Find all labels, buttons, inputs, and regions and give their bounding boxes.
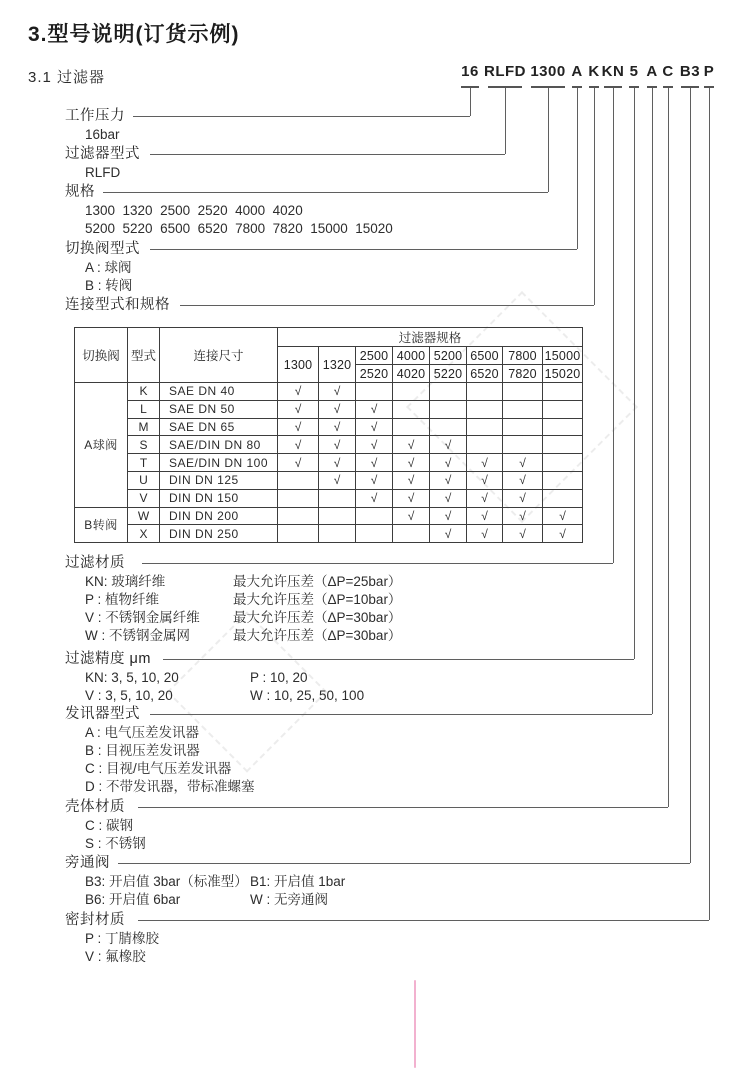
- empty-cell: [543, 400, 583, 418]
- empty-cell: [356, 525, 393, 543]
- section-item: [85, 259, 685, 277]
- table-row: [75, 454, 583, 472]
- model-code-segment: P: [703, 63, 715, 80]
- section-item-text-col2: 最大允许压差（ΔP=30bar）: [233, 628, 402, 643]
- table-row: [75, 400, 583, 418]
- model-code-segment: 16: [461, 63, 479, 80]
- type-code-cell: S: [128, 436, 160, 454]
- check-mark: √: [393, 507, 430, 525]
- leader-hline: [150, 249, 577, 250]
- model-code-segment: KN: [601, 63, 625, 80]
- type-code-cell: X: [128, 525, 160, 543]
- section-item-text: P : 丁腈橡胶: [85, 931, 160, 946]
- header-spec-col: 5220: [430, 365, 467, 383]
- check-mark: √: [319, 436, 356, 454]
- empty-cell: [543, 489, 583, 507]
- check-mark: √: [319, 454, 356, 472]
- empty-cell: [393, 400, 430, 418]
- type-code-cell: T: [128, 454, 160, 472]
- section-item-text: 1300 1320 2500 2520 4000 4020: [85, 203, 303, 218]
- section-label: 过滤器型式: [65, 146, 140, 162]
- section-item-text: A : 电气压差发讯器: [85, 725, 200, 740]
- section-item: [85, 930, 685, 948]
- section-item-text: B : 转阀: [85, 278, 133, 293]
- section-item-text: P : 植物纤维: [85, 592, 160, 607]
- empty-cell: [543, 436, 583, 454]
- header-spec-col: 1300: [278, 347, 319, 383]
- type-code-cell: U: [128, 471, 160, 489]
- check-mark: √: [393, 436, 430, 454]
- section-item-text: A : 球阀: [85, 260, 132, 275]
- leader-hline: [133, 116, 470, 117]
- empty-cell: [278, 471, 319, 489]
- connection-size-cell: SAE DN 65: [160, 418, 278, 436]
- section-item: [85, 891, 685, 909]
- connection-spec-table: [74, 327, 583, 543]
- empty-cell: [543, 471, 583, 489]
- empty-cell: [393, 383, 430, 401]
- check-mark: √: [503, 454, 543, 472]
- header-spec-group: 过滤器规格: [278, 328, 583, 347]
- connection-size-cell: DIN DN 250: [160, 525, 278, 543]
- section-item-text-col2: 最大允许压差（ΔP=25bar）: [233, 574, 402, 589]
- check-mark: √: [356, 436, 393, 454]
- model-code-segment: K: [588, 63, 600, 80]
- type-code-cell: V: [128, 489, 160, 507]
- empty-cell: [467, 400, 503, 418]
- header-type: 型式: [128, 328, 160, 383]
- empty-cell: [543, 418, 583, 436]
- section-item: [85, 669, 685, 687]
- empty-cell: [430, 418, 467, 436]
- check-mark: √: [503, 471, 543, 489]
- section-item: [85, 817, 685, 835]
- empty-cell: [467, 436, 503, 454]
- check-mark: √: [393, 489, 430, 507]
- empty-cell: [543, 454, 583, 472]
- empty-cell: [430, 400, 467, 418]
- empty-cell: [278, 525, 319, 543]
- model-code-segment: 1300: [530, 63, 566, 80]
- empty-cell: [503, 418, 543, 436]
- check-mark: √: [503, 525, 543, 543]
- check-mark: √: [356, 400, 393, 418]
- header-spec-col: 6500: [467, 347, 503, 365]
- section-label: 切换阀型式: [65, 241, 140, 257]
- section-item-text: S : 不锈钢: [85, 836, 146, 851]
- section-item-text: 16bar: [85, 127, 120, 142]
- table-row: [75, 525, 583, 543]
- header-size: 连接尺寸: [160, 328, 278, 383]
- section-item-text: V : 氟橡胶: [85, 949, 146, 964]
- check-mark: √: [278, 436, 319, 454]
- section-item-text-col2: 最大允许压差（ΔP=10bar）: [233, 592, 402, 607]
- table-row: [75, 471, 583, 489]
- section-item-text: 5200 5220 6500 6520 7800 7820 15000 15020: [85, 221, 393, 236]
- header-spec-col: 6520: [467, 365, 503, 383]
- section-item: [85, 760, 685, 778]
- connection-size-cell: DIN DN 125: [160, 471, 278, 489]
- section-item-text: B : 目视压差发讯器: [85, 743, 200, 758]
- empty-cell: [467, 383, 503, 401]
- leader-vline: [709, 88, 710, 920]
- check-mark: √: [278, 454, 319, 472]
- section-item-text-col2: W : 无旁通阀: [250, 892, 328, 907]
- section-item-text: KN: 玻璃纤维: [85, 574, 166, 589]
- check-mark: √: [467, 471, 503, 489]
- empty-cell: [393, 418, 430, 436]
- section-item-text-col2: 最大允许压差（ΔP=30bar）: [233, 610, 402, 625]
- leader-vline: [505, 88, 506, 154]
- section-item-text-col2: B1: 开启值 1bar: [250, 874, 346, 889]
- empty-cell: [393, 525, 430, 543]
- section-item: [85, 948, 685, 966]
- model-code-segment: RLFD: [484, 63, 526, 80]
- empty-cell: [430, 383, 467, 401]
- check-mark: √: [467, 507, 503, 525]
- section-item: [85, 835, 685, 853]
- section-label: 连接型式和规格: [65, 297, 170, 313]
- check-mark: √: [356, 418, 393, 436]
- watermark-pink-line: [414, 980, 416, 1068]
- connection-size-cell: SAE/DIN DN 100: [160, 454, 278, 472]
- header-spec-col: 5200: [430, 347, 467, 365]
- section-item: [85, 126, 685, 144]
- leader-hline: [150, 154, 505, 155]
- valve-group-cell: A球阀: [75, 383, 128, 508]
- check-mark: √: [319, 383, 356, 401]
- empty-cell: [503, 400, 543, 418]
- section-item-text: KN: 3, 5, 10, 20: [85, 670, 179, 685]
- section-item-text-col2: P : 10, 20: [250, 670, 308, 685]
- type-code-cell: W: [128, 507, 160, 525]
- check-mark: √: [467, 525, 503, 543]
- section-item-text: V : 3, 5, 10, 20: [85, 688, 173, 703]
- header-spec-col: 7800: [503, 347, 543, 365]
- header-spec-col: 15000: [543, 347, 583, 365]
- header-spec-col: 4000: [393, 347, 430, 365]
- empty-cell: [356, 507, 393, 525]
- check-mark: √: [543, 525, 583, 543]
- check-mark: √: [278, 383, 319, 401]
- section-item: [85, 627, 685, 645]
- section-label: 发讯器型式: [65, 706, 140, 722]
- table-row: [75, 489, 583, 507]
- connection-size-cell: SAE DN 50: [160, 400, 278, 418]
- check-mark: √: [467, 454, 503, 472]
- empty-cell: [278, 507, 319, 525]
- header-spec-col: 4020: [393, 365, 430, 383]
- empty-cell: [467, 418, 503, 436]
- check-mark: √: [393, 454, 430, 472]
- check-mark: √: [319, 471, 356, 489]
- model-code-segment: 5: [629, 63, 639, 80]
- leader-hline: [163, 659, 634, 660]
- section-item: [85, 202, 685, 220]
- section-item-text: RLFD: [85, 165, 121, 180]
- section-item: [85, 778, 685, 796]
- section-item: [85, 687, 685, 705]
- empty-cell: [503, 383, 543, 401]
- section-item: [85, 164, 685, 182]
- table-row: [75, 383, 583, 401]
- empty-cell: [319, 507, 356, 525]
- leader-hline: [103, 192, 548, 193]
- model-code-segment: A: [571, 63, 583, 80]
- check-mark: √: [430, 489, 467, 507]
- type-code-cell: L: [128, 400, 160, 418]
- leader-hline: [150, 714, 652, 715]
- section-item-text: B3: 开启值 3bar（标准型）: [85, 874, 248, 889]
- model-code-segment: B3: [679, 63, 701, 80]
- check-mark: √: [319, 418, 356, 436]
- check-mark: √: [393, 471, 430, 489]
- section-item-text: W : 不锈钢金属网: [85, 628, 190, 643]
- check-mark: √: [430, 436, 467, 454]
- table-row: [75, 507, 583, 525]
- table-row: [75, 418, 583, 436]
- section-item: [85, 573, 685, 591]
- section-label: 规格: [65, 184, 95, 200]
- header-spec-col: 2500: [356, 347, 393, 365]
- section-label: 过滤精度 μm: [65, 651, 151, 667]
- valve-group-cell: B转阀: [75, 507, 128, 543]
- header-switch-valve: 切换阀: [75, 328, 128, 383]
- section-label: 壳体材质: [65, 799, 125, 815]
- section-item-text: B6: 开启值 6bar: [85, 892, 181, 907]
- check-mark: √: [278, 400, 319, 418]
- section-item-text: D : 不带发讯器，带标准螺塞: [85, 779, 255, 794]
- type-code-cell: M: [128, 418, 160, 436]
- check-mark: √: [467, 489, 503, 507]
- section-item: [85, 220, 685, 238]
- empty-cell: [278, 489, 319, 507]
- check-mark: √: [430, 471, 467, 489]
- check-mark: √: [503, 489, 543, 507]
- check-mark: √: [543, 507, 583, 525]
- header-spec-col: 15020: [543, 365, 583, 383]
- section-item: [85, 591, 685, 609]
- section-item: [85, 873, 685, 891]
- section-label: 旁通阀: [65, 855, 110, 871]
- page-title: 3.型号说明(订货示例): [28, 23, 240, 46]
- section-item-text: C : 碳钢: [85, 818, 134, 833]
- empty-cell: [319, 489, 356, 507]
- check-mark: √: [356, 454, 393, 472]
- connection-size-cell: DIN DN 150: [160, 489, 278, 507]
- leader-vline: [613, 88, 614, 563]
- check-mark: √: [430, 525, 467, 543]
- table-row: [75, 436, 583, 454]
- check-mark: √: [356, 489, 393, 507]
- leader-vline: [470, 88, 471, 116]
- connection-size-cell: SAE DN 40: [160, 383, 278, 401]
- section-item: [85, 609, 685, 627]
- section-heading: 3.1 过滤器: [28, 69, 106, 86]
- section-item: [85, 277, 685, 295]
- type-code-cell: K: [128, 383, 160, 401]
- leader-hline: [142, 563, 613, 564]
- section-item-text-col2: W : 10, 25, 50, 100: [250, 688, 365, 703]
- section-label: 工作压力: [65, 108, 125, 124]
- section-label: 密封材质: [65, 912, 125, 928]
- leader-vline: [690, 88, 691, 863]
- check-mark: √: [503, 507, 543, 525]
- section-label: 过滤材质: [65, 555, 125, 571]
- empty-cell: [543, 383, 583, 401]
- check-mark: √: [430, 507, 467, 525]
- empty-cell: [319, 525, 356, 543]
- section-item: [85, 724, 685, 742]
- section-item: [85, 742, 685, 760]
- section-item-text: C : 目视/电气压差发讯器: [85, 761, 232, 776]
- model-code-segment: C: [662, 63, 674, 80]
- check-mark: √: [356, 471, 393, 489]
- check-mark: √: [278, 418, 319, 436]
- connection-size-cell: SAE/DIN DN 80: [160, 436, 278, 454]
- check-mark: √: [430, 454, 467, 472]
- leader-hline: [118, 863, 690, 864]
- leader-hline: [180, 305, 594, 306]
- check-mark: √: [319, 400, 356, 418]
- model-code-segment: A: [646, 63, 658, 80]
- empty-cell: [503, 436, 543, 454]
- connection-size-cell: DIN DN 200: [160, 507, 278, 525]
- filter-spec-table: [74, 327, 583, 543]
- header-spec-col: 2520: [356, 365, 393, 383]
- section-item-text: V : 不锈钢金属纤维: [85, 610, 200, 625]
- header-spec-col: 7820: [503, 365, 543, 383]
- header-spec-col: 1320: [319, 347, 356, 383]
- empty-cell: [356, 383, 393, 401]
- leader-hline: [138, 920, 709, 921]
- leader-hline: [138, 807, 668, 808]
